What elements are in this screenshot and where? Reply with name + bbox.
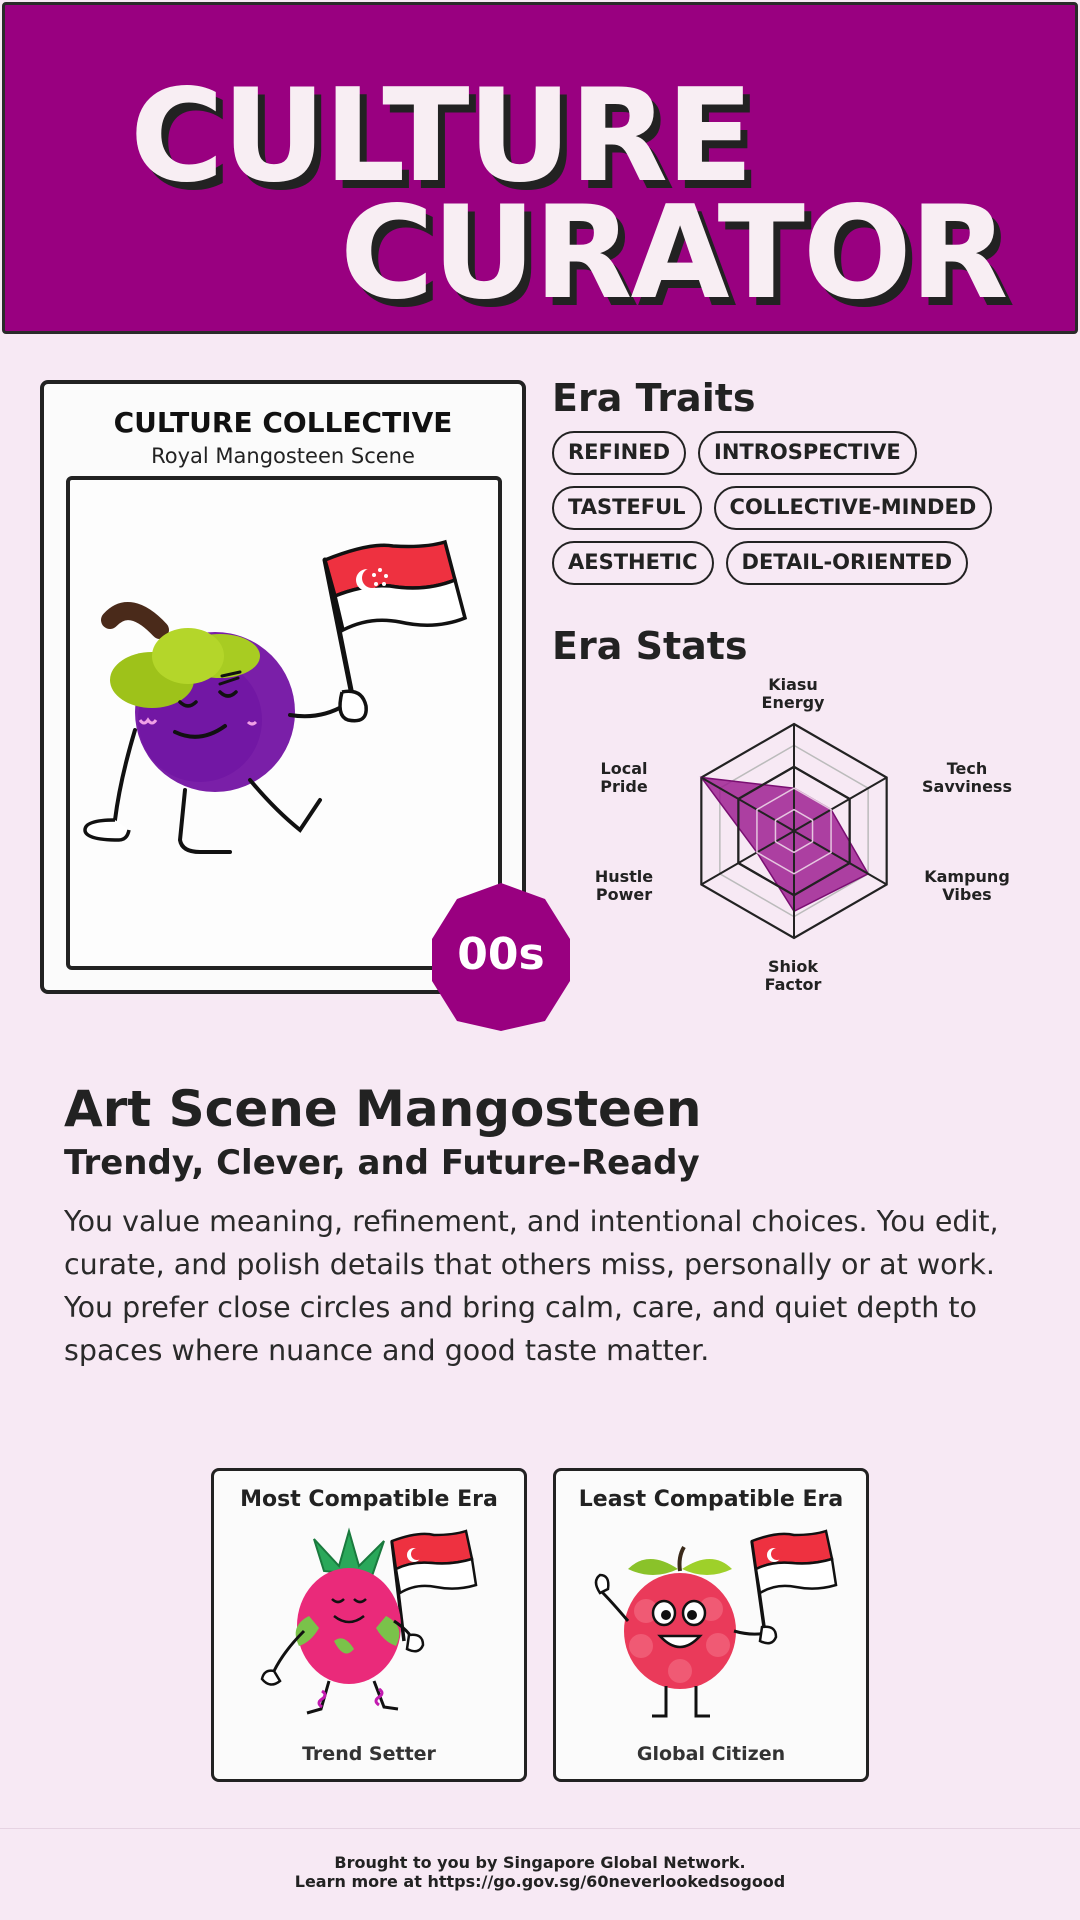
trait-row bbox=[552, 431, 917, 475]
most-compatible-label: Trend Setter bbox=[302, 1743, 436, 1765]
era-badge bbox=[430, 883, 572, 1031]
header-banner bbox=[2, 2, 1078, 334]
footer-link[interactable]: Learn more at https://go.gov.sg/60neverlookedsogood bbox=[294, 1872, 786, 1891]
trait-pill: REFINED bbox=[552, 431, 686, 475]
trait-row bbox=[552, 486, 992, 530]
radar-svg bbox=[600, 668, 1020, 998]
stat-label-hustle: Hustle Power bbox=[594, 867, 654, 904]
stats-radar-chart bbox=[594, 668, 1020, 998]
profile-description: You value meaning, refinement, and intentional choices. You edit, curate, and polish details that others miss, personally or at work. You prefer close circles and bring calm, care, and quiet depth to spaces where nuance and good taste matter. bbox=[64, 1205, 999, 1367]
stat-label-kampung: Kampung Vibes bbox=[924, 867, 1010, 904]
least-compatible-card bbox=[553, 1468, 869, 1782]
profile-subtitle: Trendy, Clever, and Future-Ready bbox=[64, 1143, 700, 1183]
era-badge-text: 00s bbox=[457, 929, 545, 980]
stat-label-kiasu: Kiasu Energy bbox=[761, 675, 825, 712]
most-compatible-card bbox=[211, 1468, 527, 1782]
dragonfruit-mascot-icon bbox=[214, 1521, 523, 1736]
trait-pill: AESTHETIC bbox=[552, 541, 714, 585]
footer-divider bbox=[0, 1828, 1080, 1829]
stat-label-shiok: Shiok Factor bbox=[764, 957, 822, 994]
raspberry-mascot-icon bbox=[556, 1521, 865, 1736]
trait-pill: TASTEFUL bbox=[552, 486, 702, 530]
title-line-1: CULTURE bbox=[130, 62, 752, 211]
profile-title: Art Scene Mangosteen bbox=[64, 1080, 702, 1138]
title-line-2: CURATOR bbox=[340, 179, 1007, 328]
least-compatible-label: Global Citizen bbox=[636, 1743, 786, 1765]
stat-label-tech: Tech Savviness bbox=[922, 759, 1012, 796]
footer-credit: Brought to you by Singapore Global Network. bbox=[334, 1853, 746, 1872]
trait-pill: COLLECTIVE-MINDED bbox=[714, 486, 993, 530]
card-title: CULTURE COLLECTIVE bbox=[113, 406, 453, 439]
era-traits-heading: Era Traits bbox=[552, 376, 756, 420]
trait-row bbox=[552, 541, 968, 585]
trait-pill: INTROSPECTIVE bbox=[698, 431, 917, 475]
least-compatible-title: Least Compatible Era bbox=[578, 1487, 844, 1512]
most-compatible-title: Most Compatible Era bbox=[240, 1487, 498, 1512]
card-subtitle: Royal Mangosteen Scene bbox=[151, 444, 415, 468]
trait-pill: DETAIL-ORIENTED bbox=[726, 541, 969, 585]
era-stats-heading: Era Stats bbox=[552, 624, 748, 668]
stat-label-local: Local Pride bbox=[600, 759, 648, 796]
radar-data-area bbox=[701, 778, 868, 912]
